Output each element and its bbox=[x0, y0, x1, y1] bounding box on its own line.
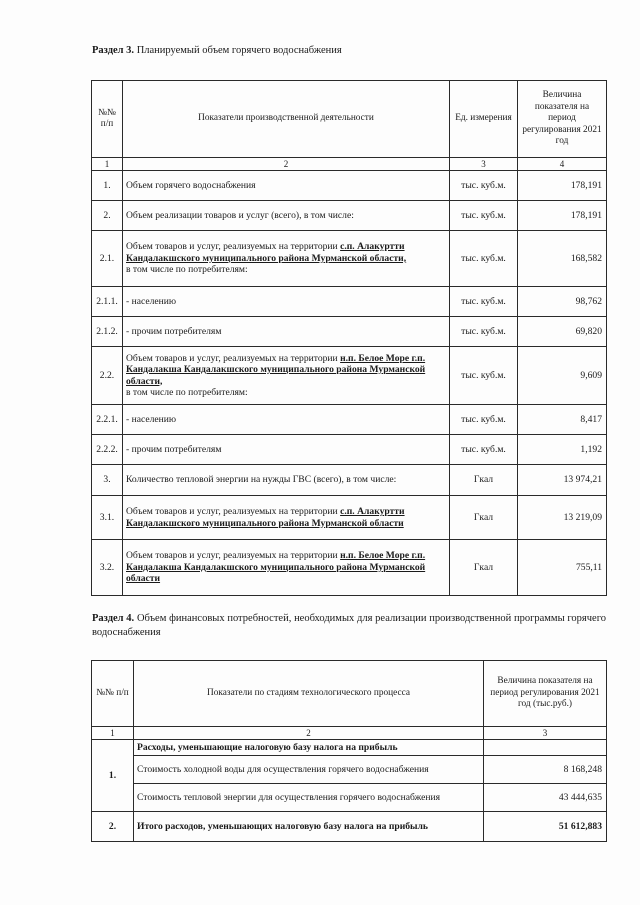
row-value: 43 444,635 bbox=[484, 784, 607, 812]
total-text: Итого расходов, уменьшающих налоговую базу налога на прибыль bbox=[134, 812, 484, 842]
header-indicator: Показатели производственной деятельности bbox=[123, 81, 450, 158]
row-value: 755,11 bbox=[518, 540, 607, 596]
row-num: 1. bbox=[92, 171, 123, 201]
header-value: Величина показателя на период регулирования 2021 год (тыс.руб.) bbox=[484, 661, 607, 727]
row-num: 2.1. bbox=[92, 231, 123, 287]
col-number: 2 bbox=[134, 727, 484, 740]
row-value: 168,582 bbox=[518, 231, 607, 287]
row-unit: тыс. куб.м. bbox=[450, 435, 518, 465]
row-text bbox=[123, 496, 450, 540]
row-text-pre: Объем товаров и услуг, реализуемых на территории bbox=[126, 550, 338, 562]
row-value: 13 219,09 bbox=[518, 496, 607, 540]
table-row bbox=[92, 784, 607, 812]
row-unit: тыс. куб.м. bbox=[450, 171, 518, 201]
row-text bbox=[123, 347, 450, 405]
territory-name: с.п. Алакуртти Кандалакшского муниципального района Мурманской области bbox=[126, 506, 405, 529]
section4-label: Раздел 4. bbox=[92, 613, 135, 624]
table-header-row bbox=[92, 661, 607, 727]
row-value: 69,820 bbox=[518, 317, 607, 347]
row-text: Объем горячего водоснабжения bbox=[123, 171, 450, 201]
col-number: 2 bbox=[123, 158, 450, 171]
row-num: 3.2. bbox=[92, 540, 123, 596]
row-unit: тыс. куб.м. bbox=[450, 405, 518, 435]
row-text: - населению bbox=[123, 287, 450, 317]
row-text: - прочим потребителям bbox=[123, 317, 450, 347]
row-unit: тыс. куб.м. bbox=[450, 201, 518, 231]
row-num: 2.2. bbox=[92, 347, 123, 405]
table-row bbox=[92, 435, 607, 465]
header-value: Величина показателя на период регулирования 2021 год bbox=[518, 81, 607, 158]
table-row bbox=[92, 287, 607, 317]
col-number: 4 bbox=[518, 158, 607, 171]
territory-name: с.п. Алакуртти Кандалакшского муниципального района Мурманской области, bbox=[126, 241, 407, 264]
total-value: 51 612,883 bbox=[484, 812, 607, 842]
row-text: Стоимость тепловой энергии для осуществления горячего водоснабжения bbox=[134, 784, 484, 812]
row-num: 2.2.1. bbox=[92, 405, 123, 435]
table-row bbox=[92, 496, 607, 540]
row-text bbox=[123, 231, 450, 287]
table-header-row bbox=[92, 81, 607, 158]
row-text bbox=[123, 540, 450, 596]
row-text-pre: Объем товаров и услуг, реализуемых на территории bbox=[126, 506, 338, 517]
col-number: 1 bbox=[92, 158, 123, 171]
row-num: 2.2.2. bbox=[92, 435, 123, 465]
table-row bbox=[92, 465, 607, 496]
col-number: 1 bbox=[92, 727, 134, 740]
table-row bbox=[92, 231, 607, 287]
group-heading: Расходы, уменьшающие налоговую базу налога на прибыль bbox=[134, 740, 484, 756]
row-unit: Гкал bbox=[450, 465, 518, 496]
row-value: 98,762 bbox=[518, 287, 607, 317]
header-indicator: Показатели по стадиям технологического процесса bbox=[134, 661, 484, 727]
section3-heading: Планируемый объем горячего водоснабжения bbox=[136, 45, 342, 56]
row-num: 1. bbox=[92, 740, 134, 812]
row-unit: тыс. куб.м. bbox=[450, 231, 518, 287]
empty-cell bbox=[484, 740, 607, 756]
row-text-post: в том числе по потребителям: bbox=[126, 387, 248, 398]
row-unit: тыс. куб.м. bbox=[450, 317, 518, 347]
row-num: 2. bbox=[92, 812, 134, 842]
table-row bbox=[92, 540, 607, 596]
row-num: 3.1. bbox=[92, 496, 123, 540]
row-text: Объем реализации товаров и услуг (всего), в том числе: bbox=[123, 201, 450, 231]
row-text-pre: Объем товаров и услуг, реализуемых на территории bbox=[126, 241, 338, 253]
column-number-row bbox=[92, 727, 607, 740]
territory-name: н.п. Белое Море г.п. Кандалакша Кандалакшского муниципального района Мурманской области, bbox=[126, 352, 426, 387]
row-value: 178,191 bbox=[518, 201, 607, 231]
table-row bbox=[92, 171, 607, 201]
row-num: 2.1.1. bbox=[92, 287, 123, 317]
row-text: Стоимость холодной воды для осуществления горячего водоснабжения bbox=[134, 756, 484, 784]
row-unit: тыс. куб.м. bbox=[450, 347, 518, 405]
row-value: 8,417 bbox=[518, 405, 607, 435]
row-value: 9,609 bbox=[518, 347, 607, 405]
col-number: 3 bbox=[450, 158, 518, 171]
section3-label: Раздел 3. bbox=[92, 45, 135, 56]
section4-title bbox=[92, 612, 606, 640]
row-num: 2. bbox=[92, 201, 123, 231]
row-unit: тыс. куб.м. bbox=[450, 287, 518, 317]
row-value: 13 974,21 bbox=[518, 465, 607, 496]
table-row bbox=[92, 740, 607, 756]
row-value: 1,192 bbox=[518, 435, 607, 465]
row-unit: Гкал bbox=[450, 540, 518, 596]
territory-name: н.п. Белое Море г.п. Кандалакша Кандалакшского муниципального района Мурманской области bbox=[126, 550, 426, 585]
header-num: №№ п/п bbox=[92, 661, 134, 727]
total-row bbox=[92, 812, 607, 842]
row-text: - прочим потребителям bbox=[123, 435, 450, 465]
row-text-post: в том числе по потребителям: bbox=[126, 264, 248, 276]
header-unit: Ед. измерения bbox=[450, 81, 518, 158]
row-unit: Гкал bbox=[450, 496, 518, 540]
row-text: Количество тепловой энергии на нужды ГВС (всего), в том числе: bbox=[123, 465, 450, 496]
section4-heading: Объем финансовых потребностей, необходимых для реализации производственной программы горячего водоснабжения bbox=[92, 613, 606, 638]
row-num: 2.1.2. bbox=[92, 317, 123, 347]
section3-title bbox=[92, 44, 606, 58]
table-row bbox=[92, 405, 607, 435]
header-num: №№ п/п bbox=[92, 81, 123, 158]
row-text-pre: Объем товаров и услуг, реализуемых на территории bbox=[126, 352, 338, 364]
col-number: 3 bbox=[484, 727, 607, 740]
section4-table bbox=[91, 660, 607, 842]
row-value: 178,191 bbox=[518, 171, 607, 201]
section3-table bbox=[91, 80, 607, 596]
row-value: 8 168,248 bbox=[484, 756, 607, 784]
table-row bbox=[92, 347, 607, 405]
table-row bbox=[92, 756, 607, 784]
row-text: - населению bbox=[123, 405, 450, 435]
row-num: 3. bbox=[92, 465, 123, 496]
table-row bbox=[92, 201, 607, 231]
column-number-row bbox=[92, 158, 607, 171]
table-row bbox=[92, 317, 607, 347]
